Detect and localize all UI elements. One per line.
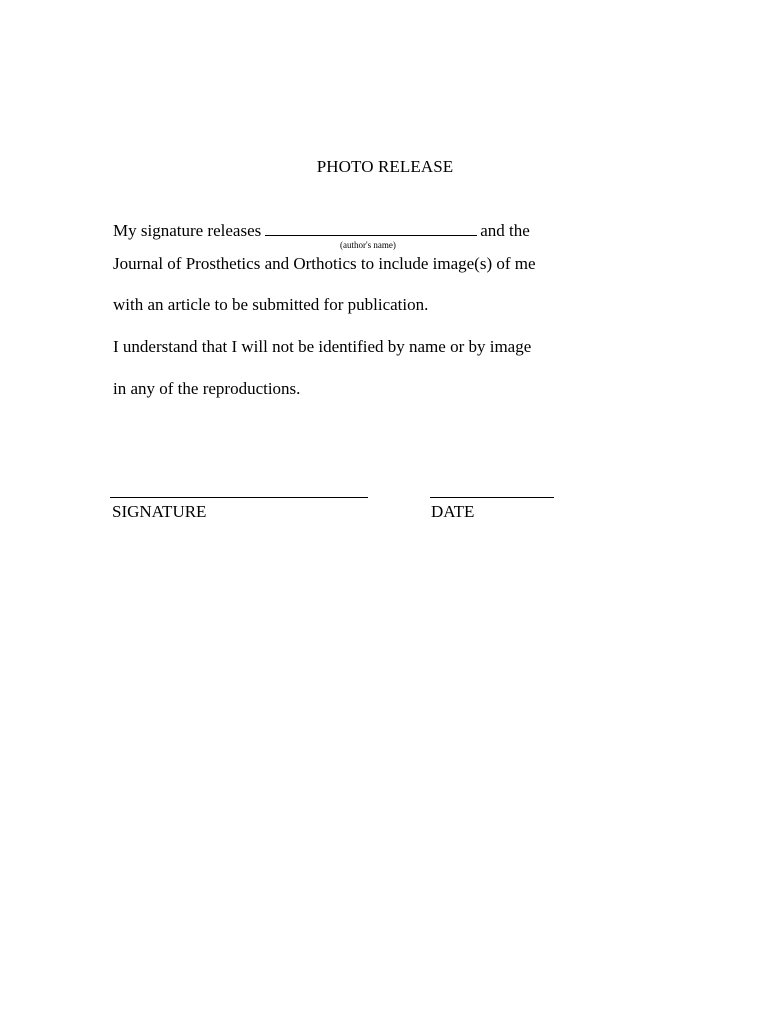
release-line-1-start: My signature releases <box>113 221 262 240</box>
signature-blank[interactable] <box>110 497 368 498</box>
release-line-4: I understand that I will not be identified by name or by image <box>113 337 532 356</box>
release-line-1 <box>113 220 530 241</box>
date-blank[interactable] <box>430 497 554 498</box>
date-label: DATE <box>431 502 475 521</box>
release-line-2: Journal of Prosthetics and Orthotics to include image(s) of me <box>113 254 536 273</box>
signature-label: SIGNATURE <box>112 502 207 521</box>
release-line-1-end: and the <box>480 221 530 240</box>
release-line-3: with an article to be submitted for publication. <box>113 295 429 314</box>
author-name-blank[interactable] <box>265 220 477 236</box>
release-line-5: in any of the reproductions. <box>113 379 301 398</box>
document-title: PHOTO RELEASE <box>316 157 454 176</box>
author-name-caption: (author's name) <box>340 240 396 250</box>
